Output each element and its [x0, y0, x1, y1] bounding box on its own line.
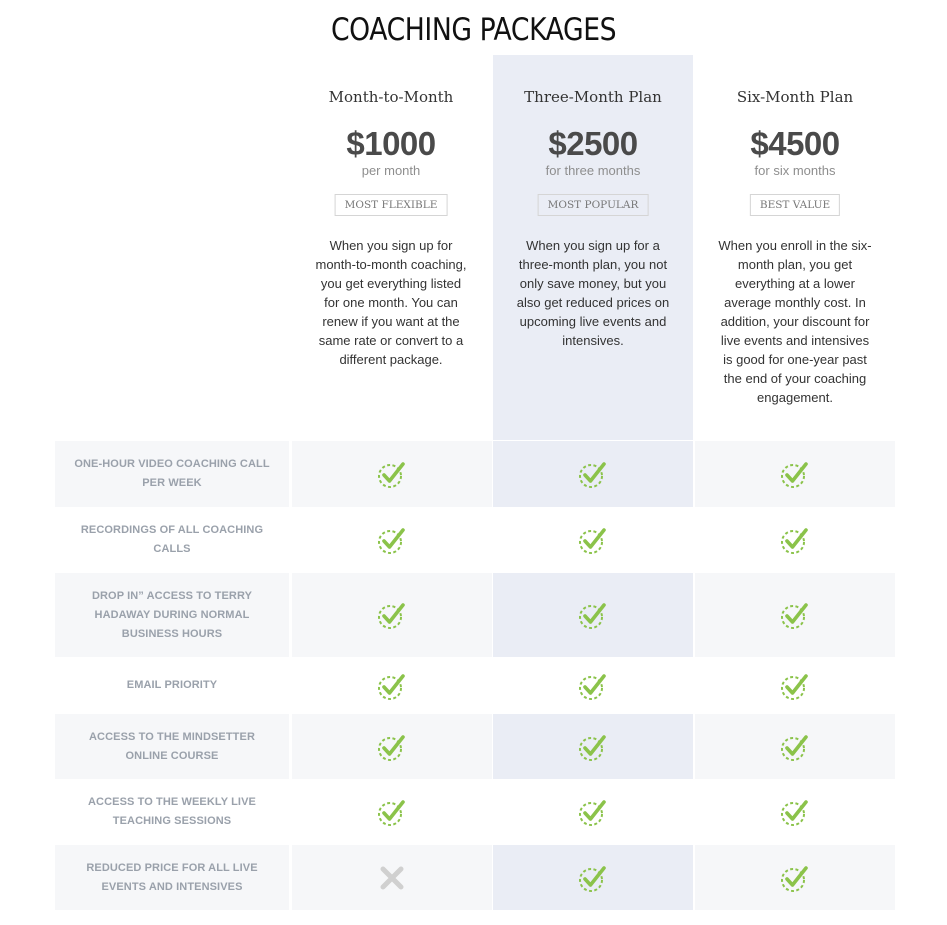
feature-row — [55, 779, 895, 845]
feature-cell-plan-1 — [292, 573, 492, 657]
check-icon — [578, 671, 608, 701]
check-icon — [578, 525, 608, 555]
plan-name: Three-Month Plan — [524, 88, 662, 106]
plan-price: $2500 — [548, 125, 638, 162]
feature-label: RECORDINGS OF ALL COACHING CALLS — [80, 524, 264, 555]
plan-period: for three months — [545, 163, 641, 178]
feature-cell-plan-3 — [695, 779, 895, 845]
feature-cell-plan-1 — [292, 507, 492, 573]
check-icon — [780, 671, 810, 701]
plan-period: for six months — [754, 163, 836, 178]
feature-label: ACCESS TO THE MINDSETTER ONLINE COURSE — [89, 730, 255, 762]
check-icon — [578, 459, 608, 489]
check-icon — [578, 797, 608, 827]
plan-name: Month-to-Month — [328, 88, 454, 106]
check-icon — [578, 600, 608, 630]
plan-three-month — [493, 55, 693, 440]
check-icon — [377, 459, 407, 489]
feature-label-cell — [55, 573, 289, 657]
feature-cell-plan-1 — [292, 779, 492, 845]
feature-cell-plan-2 — [493, 714, 693, 779]
plan-six-month — [695, 55, 895, 440]
feature-label: REDUCED PRICE FOR ALL LIVE EVENTS AND INTENSIVES — [86, 861, 258, 893]
feature-label-cell — [55, 845, 289, 910]
feature-cell-plan-1 — [292, 714, 492, 779]
feature-cell-plan-2 — [493, 573, 693, 657]
feature-cell-plan-2 — [493, 441, 693, 507]
feature-cell-plan-3 — [695, 441, 895, 507]
feature-label: ONE-HOUR VIDEO COACHING CALL PER WEEK — [74, 458, 270, 489]
plan-badge: MOST POPULAR — [538, 194, 649, 216]
feature-cell-plan-2 — [493, 845, 693, 910]
feature-label-cell — [55, 714, 289, 779]
feature-label: EMAIL PRIORITY — [126, 679, 218, 691]
check-icon — [377, 671, 407, 701]
feature-cell-plan-2 — [493, 507, 693, 573]
check-icon — [780, 732, 810, 762]
plan-description: When you enroll in the six-month plan, you get everything at a lower average monthly cost. In addition, your discount for live events and intensives is good for one-year past the end of your coaching engagement. — [718, 238, 872, 405]
feature-cell-plan-1 — [292, 441, 492, 507]
plan-badge: BEST VALUE — [750, 194, 840, 216]
plan-price: $1000 — [346, 125, 436, 162]
check-icon — [780, 525, 810, 555]
feature-label: ACCESS TO THE WEEKLY LIVE TEACHING SESSIONS — [88, 796, 256, 827]
plan-month-to-month — [291, 55, 491, 440]
feature-row — [55, 657, 895, 714]
feature-label-cell — [55, 507, 289, 573]
feature-label: DROP IN” ACCESS TO TERRY HADAWAY DURING NORMAL BUSINESS HOURS — [91, 589, 253, 640]
feature-cell-plan-1 — [292, 657, 492, 714]
check-icon — [780, 459, 810, 489]
plan-price: $4500 — [750, 125, 840, 162]
check-icon — [377, 797, 407, 827]
feature-row — [55, 845, 895, 910]
feature-row — [55, 441, 895, 507]
check-icon — [780, 797, 810, 827]
feature-cell-plan-3 — [695, 657, 895, 714]
check-icon — [780, 863, 810, 893]
plan-badge: MOST FLEXIBLE — [335, 194, 448, 216]
feature-cell-plan-3 — [695, 573, 895, 657]
feature-cell-plan-2 — [493, 657, 693, 714]
cross-icon — [377, 863, 407, 893]
feature-cell-plan-2 — [493, 779, 693, 845]
check-icon — [377, 600, 407, 630]
plan-period: per month — [361, 163, 421, 178]
feature-label-cell — [55, 779, 289, 845]
feature-cell-plan-1 — [292, 845, 492, 910]
page-title: COACHING PACKAGES — [330, 12, 617, 48]
feature-cell-plan-3 — [695, 845, 895, 910]
feature-label-cell — [55, 657, 289, 714]
check-icon — [578, 732, 608, 762]
plan-description: When you sign up for month-to-month coaching, you get everything listed for one month. You can renew if you want at the same rate or convert to a different package. — [315, 238, 467, 367]
plan-name: Six-Month Plan — [736, 88, 854, 106]
check-icon — [377, 525, 407, 555]
plan-description: When you sign up for a three-month plan, you not only save money, but you also get reduced prices on upcoming live events and intensives. — [516, 238, 670, 348]
feature-label-cell — [55, 441, 289, 507]
feature-cell-plan-3 — [695, 714, 895, 779]
feature-row — [55, 573, 895, 657]
feature-cell-plan-3 — [695, 507, 895, 573]
check-icon — [780, 600, 810, 630]
check-icon — [578, 863, 608, 893]
feature-row — [55, 507, 895, 573]
feature-row — [55, 714, 895, 779]
check-icon — [377, 732, 407, 762]
